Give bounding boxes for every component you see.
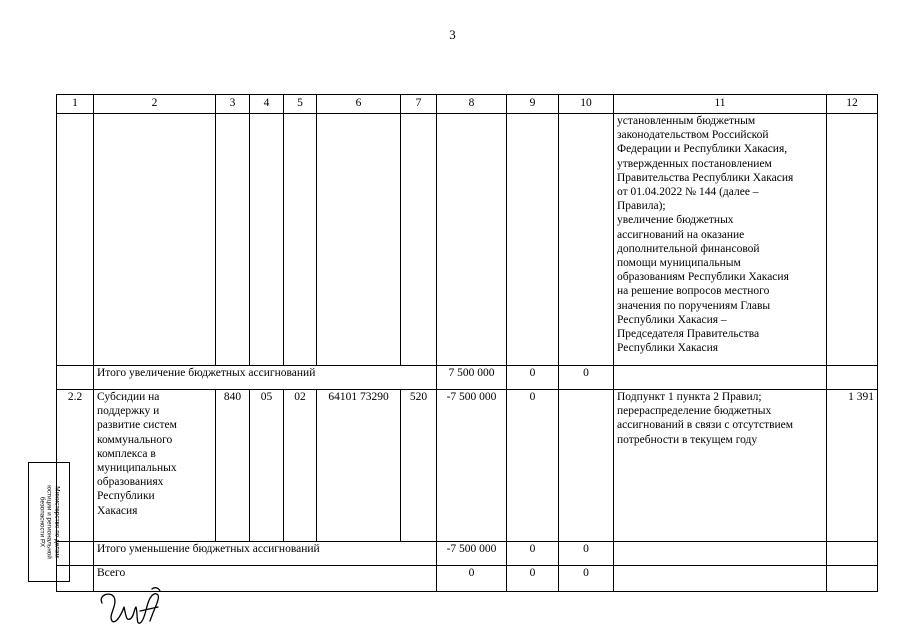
header-cell: 5	[284, 95, 317, 114]
header-cell: 12	[827, 95, 878, 114]
total-increase-label: Итого увеличение бюджетных ассигнований	[94, 366, 437, 390]
grand-total-label: Всего	[94, 566, 437, 592]
total-decrease-amount: -7 500 000	[437, 542, 507, 566]
header-cell: 4	[250, 95, 284, 114]
grand-total-col10: 0	[559, 566, 614, 592]
ministry-stamp	[28, 462, 70, 582]
row-col12: 1 391	[827, 390, 878, 542]
row-col9: 0	[507, 390, 559, 542]
header-cell: 10	[559, 95, 614, 114]
row-2-2	[57, 390, 878, 542]
header-cell: 9	[507, 95, 559, 114]
total-increase-amount: 7 500 000	[437, 366, 507, 390]
row-col3: 840	[216, 390, 250, 542]
grand-total-row	[57, 566, 878, 592]
row-col7: 520	[401, 390, 437, 542]
budget-table	[56, 94, 878, 592]
header-cell: 11	[614, 95, 827, 114]
continuation-row	[57, 114, 878, 366]
row-justification: Подпункт 1 пункта 2 Правил; перераспределение бюджетных ассигнований в связи с отсутствием потребности в текущем году	[614, 390, 827, 542]
row-name: Субсидии на поддержку и развитие систем коммунального комплекса в муниципальных образованиях Республики Хакасия	[94, 390, 216, 542]
row-number: 2.2	[57, 390, 94, 542]
justification-text: установленным бюджетным законодательством Российской Федерации и Республики Хакасия, утвержденных постановлением Правительства Республики Хакасия от 01.04.2022 № 144 (далее – Правила); увеличение бюджетных ассигнований на оказание дополнительной финансовой помощи муниципальным образованиям Республики Хакасия на решение вопросов местного значения по поручениям Главы Республики Хакасия – Председателя Правительства Республики Хакасия	[614, 114, 827, 366]
grand-total-col9: 0	[507, 566, 559, 592]
header-cell: 3	[216, 95, 250, 114]
page-number: 3	[449, 27, 456, 42]
row-col10	[559, 390, 614, 542]
stamp-text: Министерство по делам юстиции и региональной безопасности РХ	[38, 485, 61, 559]
total-increase-col10: 0	[559, 366, 614, 390]
signature	[96, 585, 166, 629]
header-row	[57, 95, 878, 114]
row-col6: 64101 73290	[317, 390, 401, 542]
total-decrease-label: Итого уменьшение бюджетных ассигнований	[94, 542, 437, 566]
total-decrease-row	[57, 542, 878, 566]
total-increase-col9: 0	[507, 366, 559, 390]
header-cell: 7	[401, 95, 437, 114]
header-cell: 1	[57, 95, 94, 114]
header-cell: 8	[437, 95, 507, 114]
row-col5: 02	[284, 390, 317, 542]
grand-total-amount: 0	[437, 566, 507, 592]
total-increase-row	[57, 366, 878, 390]
header-cell: 2	[94, 95, 216, 114]
total-decrease-col10: 0	[559, 542, 614, 566]
header-cell: 6	[317, 95, 401, 114]
row-amount: -7 500 000	[437, 390, 507, 542]
total-decrease-col9: 0	[507, 542, 559, 566]
row-col4: 05	[250, 390, 284, 542]
